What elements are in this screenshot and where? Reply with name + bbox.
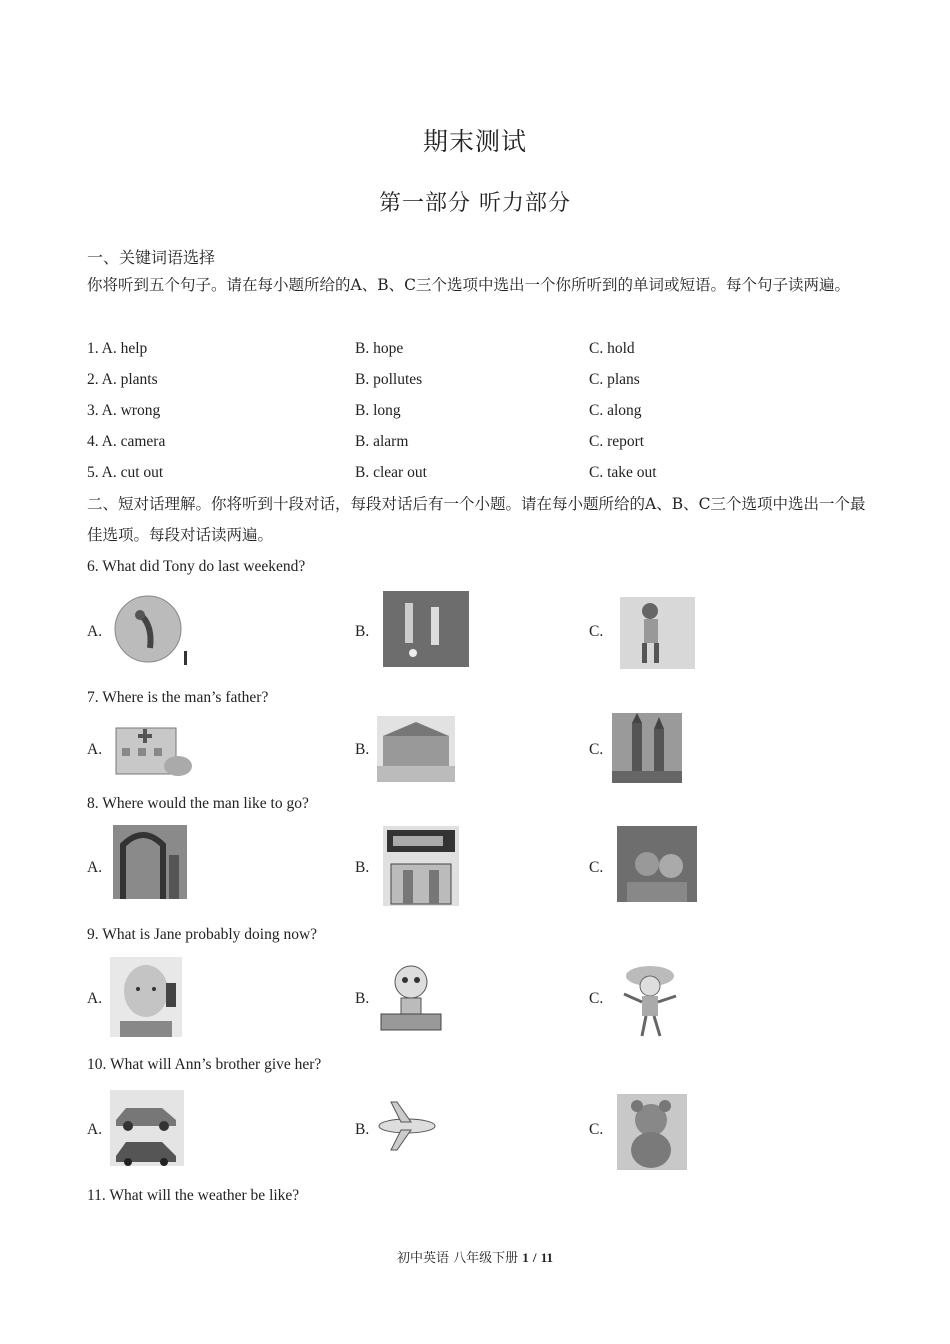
option-c: C. plans xyxy=(589,371,640,388)
option-label-c: C. xyxy=(589,623,604,640)
option-label-a: A. xyxy=(87,859,103,876)
list-item xyxy=(87,340,867,371)
option-label-b: B. xyxy=(355,741,370,758)
option-label-c: C. xyxy=(589,990,604,1007)
store-image xyxy=(383,826,459,906)
option-label-a: A. xyxy=(87,623,103,640)
page-separator: / xyxy=(532,1250,537,1265)
option-label-b: B. xyxy=(355,859,370,876)
question-6: 6. What did Tony do last weekend? xyxy=(87,558,306,575)
footer-text: 初中英语 八年级下册 xyxy=(397,1251,519,1266)
teddy-bear-image xyxy=(617,1094,687,1170)
option-a: 5. A. cut out xyxy=(87,464,164,481)
option-c: C. take out xyxy=(589,464,657,481)
option-b: B. pollutes xyxy=(355,371,423,388)
girl-phone-image xyxy=(110,957,182,1037)
airplane-image xyxy=(375,1098,437,1154)
list-item xyxy=(87,433,867,464)
option-b: B. hope xyxy=(355,340,404,357)
option-b: B. alarm xyxy=(355,433,409,450)
section1-heading: 一、关键词语选择 xyxy=(87,248,216,267)
option-a: 1. A. help xyxy=(87,340,148,357)
school-image xyxy=(377,716,455,782)
list-item xyxy=(87,402,867,433)
section2-instruction: 二、短对话理解。你将听到十段对话，每段对话后有一个小题。请在每小题所给的A、B、C三个选项中选出一个最佳选项。每段对话读两遍。 xyxy=(87,495,866,544)
option-a: 4. A. camera xyxy=(87,433,166,450)
option-label-a: A. xyxy=(87,1121,103,1138)
option-label-a: A. xyxy=(87,741,103,758)
option-a: 2. A. plants xyxy=(87,371,158,388)
church-image xyxy=(612,713,682,783)
list-item xyxy=(87,371,867,402)
football-image xyxy=(383,591,469,667)
option-label-b: B. xyxy=(355,1121,370,1138)
option-label-c: C. xyxy=(589,741,604,758)
section1-instruction: 你将听到五个句子。请在每小题所给的A、B、C三个选项中选出一个你所听到的单词或短语。每个句子读两遍。 xyxy=(87,276,850,294)
option-c: C. along xyxy=(589,402,642,419)
option-a: 3. A. wrong xyxy=(87,402,161,419)
option-c: C. report xyxy=(589,433,645,450)
cartoon-dancing-image xyxy=(614,960,688,1040)
cars-image xyxy=(110,1090,184,1166)
hospital-image xyxy=(108,718,194,782)
option-label-b: B. xyxy=(355,623,370,640)
page-number: 1 xyxy=(522,1250,529,1265)
page-footer xyxy=(0,1247,950,1266)
question-9: 9. What is Jane probably doing now? xyxy=(87,926,318,943)
ruins-image xyxy=(113,825,187,899)
page-total: 11 xyxy=(540,1250,553,1265)
swimming-image xyxy=(108,593,193,668)
question-8: 8. Where would the man like to go? xyxy=(87,795,309,812)
option-label-c: C. xyxy=(589,1121,604,1138)
skating-image xyxy=(620,597,695,669)
theme-park-image xyxy=(617,826,697,906)
option-c: C. hold xyxy=(589,340,635,357)
question-10: 10. What will Ann’s brother give her? xyxy=(87,1056,322,1073)
cartoon-reading-image xyxy=(375,960,447,1034)
question-7: 7. Where is the man’s father? xyxy=(87,689,269,706)
option-label-b: B. xyxy=(355,990,370,1007)
option-b: B. clear out xyxy=(355,464,427,481)
question-11: 11. What will the weather be like? xyxy=(87,1187,300,1204)
page-title: 期末测试 xyxy=(422,127,527,156)
option-b: B. long xyxy=(355,402,401,419)
option-label-a: A. xyxy=(87,990,103,1007)
part-title: 第一部分 听力部分 xyxy=(379,191,571,216)
option-label-c: C. xyxy=(589,859,604,876)
